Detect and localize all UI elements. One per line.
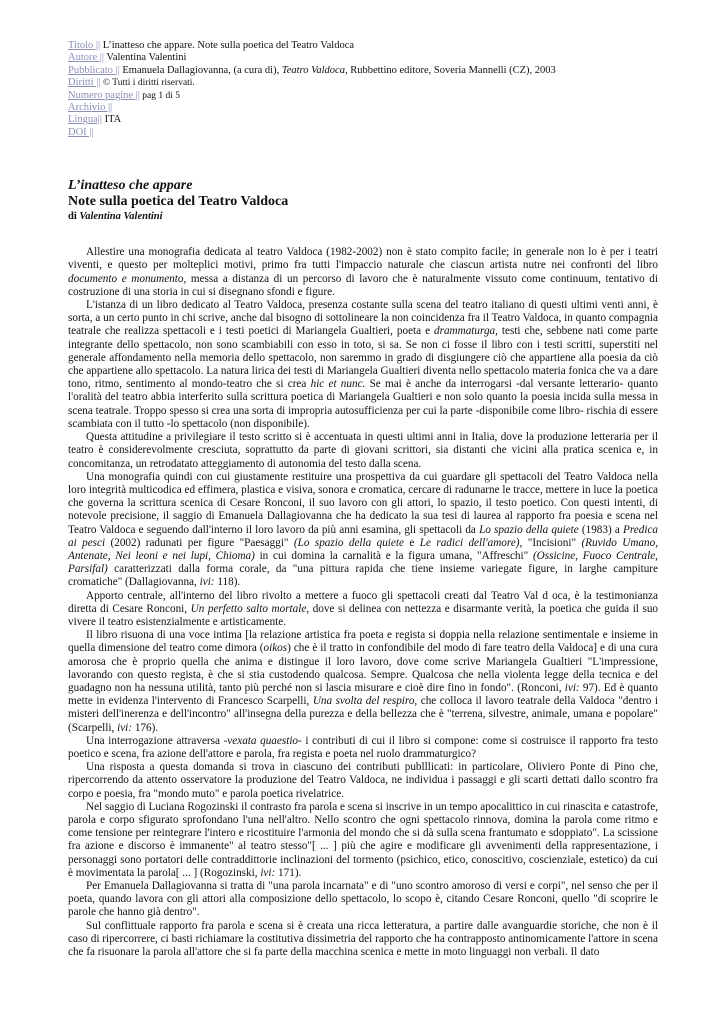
italic-text: hic et nunc.: [310, 378, 366, 391]
italic-text: Una svolta del respiro,: [312, 695, 418, 708]
paragraph-text: Una monografia quindi con cui giustamente restituire una prospettiva da cui guardare gli spettacoli del Teatro Valdoca nella loro integrità multicodica ed effimera, plastica e visiva, sonora e cromatica, cercare di radunarne le tracce, mettere in luce la poetica che governa la scrittura scenica di Cesare Ronconi, il suo lavoro con gli attori, lo spazio, il testo poetico. Con questi intenti, di notevole precisione, il saggio di Emanuela Dallagiovanna che ha dedicato la sua tesi di laurea al rapporto fra poesia e scena nel Teatro Valdoca e seguendo dall'interno il loro lavoro da più anni esamina, gli spettacoli da: [68, 470, 658, 536]
paragraph-text: e: [403, 536, 420, 549]
meta-value-pubblicato: Emanuela Dallagiovanna, (a cura di),: [119, 64, 282, 76]
body-paragraph: [68, 471, 658, 590]
paragraph-text: caratterizzati dalla forma corale, da "una pittura rapida che tiene insieme variegate figure, in larghe campiture cromatiche" (Dallagiovanna,: [68, 563, 658, 589]
meta-value-diritti: © Tutti i diritti riservati.: [100, 78, 195, 89]
meta-row-lingua: [68, 114, 658, 126]
body-paragraph: [68, 880, 658, 920]
paragraph-text: Allestire una monografia dedicata al teatro Valdoca (1982-2002) non è stato compito facile; in generale non lo è per i teatri viventi, e questo per molteplici motivi, primo fra tutti l'impaccio naturale che ciascun artista nutre nei confronti del libro: [68, 246, 658, 272]
meta-row-numero-pagine: [68, 90, 658, 102]
body-paragraph: [68, 801, 658, 880]
paragraph-text: testi che, sebbene nati come parte integrante dello spettacolo, non sono scambiabili con esso in toto, si sa. Se non ci fosse il libro con i testi scritti, superstiti nel generale affondamento nella memoria dello spettacolo, non saremmo in grado di disgiungere ciò che appartiene alla poesia da ciò che appartiene allo spettacolo. La natura lirica dei testi di Mariangela Gualtieri diventa nello spettacolo materia fonica che va a dare tono, ritmo, sentimento al mondo-teatro che si crea: [68, 325, 659, 391]
paragraph-text: Apporto centrale, all'interno del libro rivolto a mettere a fuoco gli spettacoli creati dal Teatro Val d oca, è la testimonianza diretta di Cesare Ronconi,: [68, 589, 658, 615]
body-paragraph: [68, 246, 658, 299]
byline: [68, 210, 658, 223]
italic-text: (Ossicine, Fuoco Centrale, Parsifal): [68, 549, 658, 576]
author-name: Valentina Valentini: [79, 211, 163, 223]
meta-value-lingua: ITA: [101, 114, 122, 126]
meta-label-lingua[interactable]: Lingua||: [68, 114, 102, 126]
paragraph-text: 176).: [132, 721, 159, 734]
italic-text: Le radici dell'amore),: [419, 536, 523, 549]
paragraph-text: messa a distanza di un percorso di lavoro che è naturalmente vissuto come continuum, tentativo di costruzione di una storia in cui si disegnano sfondi e figure.: [68, 272, 658, 298]
body-paragraph: [68, 735, 658, 761]
paragraph-text: 97). Ed è quanto mette in evidenza l'intervento di Francesco Scarpelli,: [68, 681, 658, 708]
article-title: L’inatteso che appare: [68, 178, 193, 194]
italic-text: ivi:: [117, 721, 133, 734]
meta-row-doi: [68, 127, 658, 139]
byline-prefix: di: [68, 211, 80, 223]
metadata-block: [68, 40, 658, 139]
paragraph-text: Questa attitudine a privilegiare il testo scritto si è accentuata in questi ultimi anni in Italia, dove la produzione letteraria per il teatro è considerevolmente cresciuta, soprattutto da parte di giovani scrittori, sia distanti che vicini alla pratica scenica e, in concomitanza, un retrodatato atteggiamento di autonomia del testo dalla scena.: [68, 431, 658, 470]
meta-value-pubblicato: , Rubbettino editore, Soveria Mannelli (CZ), 2003: [344, 64, 556, 76]
body-paragraph: [68, 920, 658, 960]
meta-label-doi[interactable]: DOI ||: [68, 126, 94, 138]
italic-text: -vexata quaestio-: [223, 734, 302, 747]
italic-text: documento e monumento,: [68, 272, 187, 285]
meta-value-autore: Valentina Valentini: [104, 52, 187, 64]
italic-text: ivi:: [199, 576, 215, 589]
meta-value-titolo: L’inatteso che appare. Note sulla poetica del Teatro Valdoca: [100, 40, 355, 51]
body-paragraph: [68, 299, 658, 431]
paragraph-text: Il libro risuona di una voce intima [la relazione artistica fra poeta e regista si doppia nella relazione sentimentale e insieme in quella dimensione del teatro come dimora (: [68, 629, 658, 655]
italic-text: ivi:: [564, 681, 580, 694]
italic-text: (Lo spazio della quiete: [293, 536, 404, 549]
paragraph-text: i contributi di cui il libro si compone: come si costruisce il rapporto fra testo poetico e scena, fra azione dell'attore e parola, fra regista e poeta nel ruolo drammaturgico?: [68, 734, 658, 760]
italic-text: Predica ai pesci: [68, 523, 658, 549]
title-block: [68, 178, 658, 223]
italic-text: ivi:: [260, 866, 276, 879]
italic-text: Lo spazio della quiete: [479, 523, 579, 536]
paragraph-text: Sul conflittuale rapporto fra parola e scena si è creata una ricca letteratura, a partire dalle avanguardie storiche, che non è il caso di ripercorrere, ci basti richiamare la costitutiva dissimetria del rapporto che ha contrapposto antinomicamente l'attore in scena che fa risuonare la parola all'attore che si fa parte della macchina scenica e mette in moto linguaggi non verbali. Il dato: [68, 919, 658, 959]
meta-row-archivio: [68, 102, 658, 114]
paragraph-text: L'istanza di un libro dedicato al Teatro Valdoca, presenza costante sulla scena del teatro italiano di questi ultimi venti anni, è sorta, a un certo punto in chi scrive, anche dal bisogno di sottolineare la non coincidenza fra il Teatro Valdoca, in quanto compagnia teatrale che realizza spettacoli e i testi poetici di Mariangela Gualtieri, poeta e: [68, 299, 658, 338]
article-subtitle: Note sulla poetica del Teatro Valdoca: [68, 194, 289, 210]
paragraph-text: (1983) a: [578, 523, 623, 536]
meta-label-autore[interactable]: Autore ||: [68, 52, 104, 64]
italic-text: oikos: [263, 642, 288, 655]
meta-value-numero-pagine: pag 1 di 5: [139, 90, 180, 101]
meta-label-diritti[interactable]: Diritti ||: [68, 77, 101, 89]
meta-label-archivio[interactable]: Archivio ||: [68, 102, 113, 114]
meta-row-autore: [68, 52, 658, 64]
italic-text: drammaturga,: [434, 325, 498, 338]
paragraph-text: Nel saggio di Luciana Rogozinski il contrasto fra parola e scena si inscrive in un tempo apocalittico in cui rinascita e catastrofe, parola e corpo sfigurato sprofondano l'una nell'altro. Nello scontro che ogni spettacolo rinnova, domina la parola come ritmo e come tensione per reintegrare l'intero e ricostituire l'armonia del mondo che si dà sulla scena frantumato e sdoppiato". La scissione fra azione e discorso è immanente" al teatro stesso"[ ... ] più che agire e modificare gli avvenimenti della rappresentazione, i personaggi sono portatori delle contraddittorie inclinazioni del tormento (psichico, etico, conoscitivo, coscienziale, estetico) da cui è movimentata la parola[ ... ] (Rogozinski,: [68, 800, 658, 879]
article-body: [68, 246, 658, 959]
paragraph-text: che colloca il lavoro teatrale della Valdoca "dentro i misteri dell'inerenza e dell'incontro" all'insegna della purezza e della bellezza che è "terrena, silvestre, animale, umana e popolare" (Scarpelli,: [68, 695, 658, 734]
paragraph-text: ) che è il tratto in confondibile del modo di fare teatro della Valdoca] e di una cura amorosa che è proprio quella che anima e distingue il loro lavoro, dove come scrive Mariangela Gualtieri "L'impressione, lavorando con questo regista, è che si stia custodendo qualcosa. Sempre. Qualcosa che nella violenta legge della tecnica e del guadagno non ha nessuna utilità, tanto più perché non si lascia misurare e cioè dire fino in fondo". (Ronconi,: [68, 642, 658, 694]
paragraph-text: "Incisioni": [522, 536, 582, 549]
paragraph-text: dove si delinea con nettezza e disarmante verità, la poetica che guida il suo vivere il teatro esistenzialmente e artisticamente.: [68, 602, 659, 628]
paragraph-text: Una interrogazione attraversa: [86, 734, 224, 747]
paragraph-text: in cui domina la carnalità e la figura umana, "Affreschi": [254, 549, 533, 562]
meta-row-titolo: [68, 40, 658, 52]
meta-row-pubblicato: [68, 65, 658, 77]
meta-label-pubblicato[interactable]: Pubblicato ||: [68, 64, 120, 76]
body-paragraph: [68, 431, 658, 471]
meta-row-diritti: [68, 77, 658, 89]
document-page: [68, 40, 658, 959]
meta-value-pubblicato: Teatro Valdoca: [281, 64, 345, 76]
paragraph-text: 171).: [275, 866, 302, 879]
body-paragraph: [68, 761, 658, 801]
meta-label-numero-pagine[interactable]: Numero pagine ||: [68, 89, 140, 101]
italic-text: (Ruvido Umano, Antenate, Nei leoni e nei lupi, Chioma): [68, 536, 658, 562]
meta-label-titolo[interactable]: Titolo ||: [68, 40, 101, 51]
paragraph-text: 118).: [214, 576, 241, 589]
paragraph-text: Se mai è anche da interrogarsi -dal versante letterario- quanto l'oralità del teatro abbia interferito sulla scrittura poetica di Mariangela Gualtieri e non solo quanto la poesia incida sulla messa in scena teatrale. Troppo spesso si crea una sorta di impropria autosufficienza per cui la parte -disponibile come libro- rischia di essere scambiata con il tutto -lo spettacolo (non disponibile).: [68, 378, 658, 430]
paragraph-text: Una risposta a questa domanda si trova in ciascuno dei contributi publllicati: in particolare, Oliviero Ponte di Pino che, ripercorrendo da attento osservatore la produzione del Teatro Valdoca, ne individua i passaggi e gli scarti dettati dallo scontro fra corpo e poesia, fra "mondo muto" e parola poetica rivelatrice.: [68, 761, 658, 800]
body-paragraph: [68, 590, 658, 630]
paragraph-text: (2002) radunati per figure "Paesaggi": [105, 536, 294, 549]
paragraph-text: Per Emanuela Dallagiovanna si tratta di "una parola incarnata" e di "uno scontro amoroso di versi e corpi", nel senso che per il poeta, quando lavora con gli attori alla composizione dello spettacolo, lo scopo è, citando Cesare Ronconi, quello "di scoprire le parole che hanno già dentro".: [68, 880, 658, 919]
body-paragraph: [68, 629, 658, 735]
italic-text: Un perfetto salto mortale,: [190, 602, 310, 615]
